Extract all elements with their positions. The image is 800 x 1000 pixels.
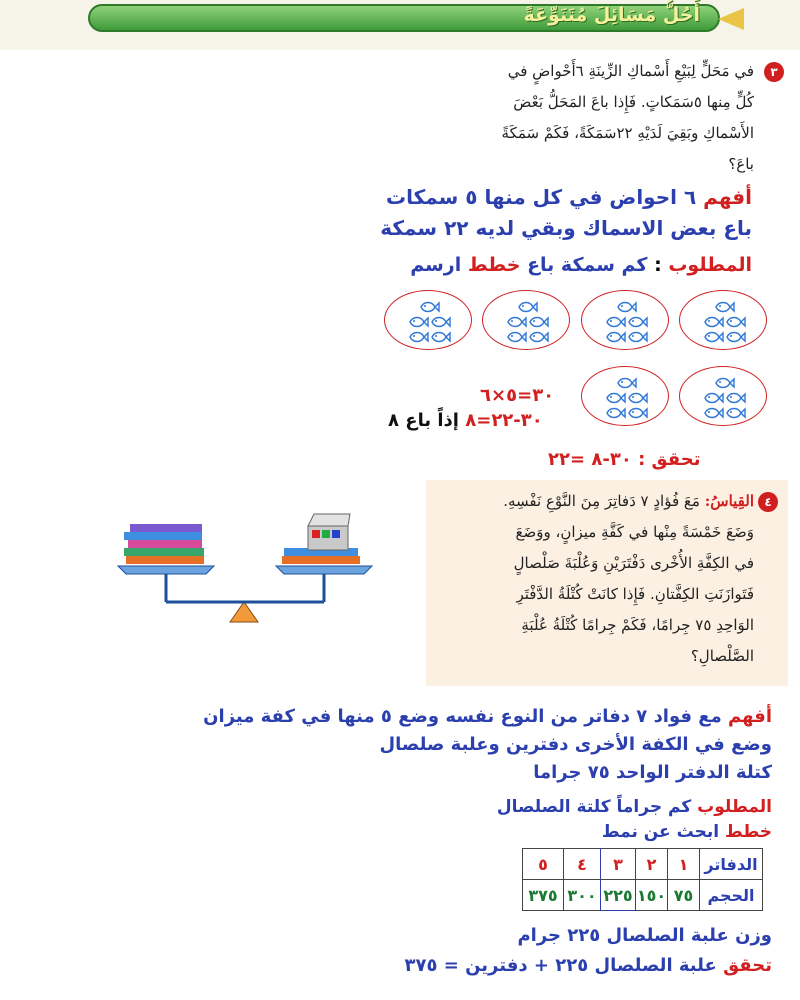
q3-line: في مَحَلٍّ لِبَيْعِ أَسْماكِ الزِّينَةِ ٦أَحْواضٍ في [507, 62, 754, 80]
q3-plan-text: ارسم [410, 254, 462, 276]
q4-required-text: كم جراماً كلتة الصلصال [496, 797, 692, 817]
q3-check [548, 449, 700, 470]
fish-group [694, 375, 754, 421]
pattern-table [522, 848, 763, 911]
question-3-text [464, 56, 754, 180]
table-row-header: الدفاتر [700, 849, 763, 880]
fish-icon [516, 299, 538, 313]
table-cell: ٣٠٠ [564, 880, 601, 911]
q4-line: مَعَ فُؤادٍ ٧ دَفاتِرَ مِنَ النَّوْعِ نَفْسِهِ. [503, 492, 700, 510]
table-cell: ٢ [636, 849, 668, 880]
q4-line-1 [434, 486, 754, 517]
q3-understand-text-2: باع بعض الاسماك وبقي لديه ٢٢ سمكة [380, 216, 752, 240]
fish-icon [615, 375, 637, 389]
fish-icon [407, 314, 429, 328]
fish-icon [713, 299, 735, 313]
fish-icon [429, 329, 451, 343]
fish-icon [418, 299, 440, 313]
fish-icon [407, 329, 429, 343]
q4-line: وَضَعَ خَمْسَةً مِنْها في كَفَّةِ ميزانٍ، ووَضَعَ [515, 523, 754, 541]
q4-plan [602, 822, 772, 842]
q3-check-label: تحقق : [638, 449, 701, 470]
fish-icon [702, 390, 724, 404]
q4-check-label: تحقق [723, 955, 772, 976]
q4-understand-text-2: وضع في الكفة الأخرى دفترين وعلبة صلصال [379, 734, 772, 755]
fish-tank [581, 290, 669, 350]
clay-box-icon [282, 514, 360, 564]
fish-icon [713, 375, 735, 389]
q4-understand-text-1: مع فواد ٧ دفاتر من النوع نفسه وضع ٥ منها في كفة ميزان [203, 706, 722, 727]
q4-plan-label: خطط [724, 822, 772, 842]
table-cell: ١ [668, 849, 700, 880]
q3-line: باعَ؟ [728, 155, 754, 173]
fish-icon [702, 329, 724, 343]
q3-understand [386, 185, 752, 209]
q4-check [405, 955, 772, 976]
question-3-badge: ٣ [764, 62, 784, 82]
q3-understand-text-1: ٦ احواض في كل منها ٥ سمكات [386, 185, 697, 209]
fish-icon [724, 390, 746, 404]
q4-line: الصَّلْصالِ؟ [690, 647, 754, 665]
fish-icon [702, 405, 724, 419]
table-row [523, 880, 763, 911]
fish-icon [505, 329, 527, 343]
q4-understand-label: أفهم [728, 706, 772, 727]
fish-icon [604, 405, 626, 419]
fish-icon [702, 314, 724, 328]
q4-understand-text-3: كتلة الدفتر الواحد ٧٥ جراما [533, 762, 772, 783]
fish-icon [626, 314, 648, 328]
page-title: أَحُلُّ مَسَائِلَ مُتَنَوِّعَةً [523, 4, 700, 26]
table-cell: ٣ [601, 849, 636, 880]
fish-icon [604, 329, 626, 343]
q3-required-text: كم سمكة باع [527, 254, 648, 276]
fish-icon [505, 314, 527, 328]
q4-result: وزن علبة الصلصال ٢٢٥ جرام [517, 925, 772, 946]
q3-calc-2-red: ٣٠-٢٢=٨ [465, 410, 543, 431]
fish-tank [581, 366, 669, 426]
fish-icon [724, 314, 746, 328]
q3-line: كُلٍّ مِنها ٥سَمَكاتٍ. فَإِذا باعَ المَحَلُّ بَعْضَ [513, 93, 754, 111]
table-row [523, 849, 763, 880]
fish-icon [604, 314, 626, 328]
question-4-badge: ٤ [758, 492, 778, 512]
fish-group [596, 375, 656, 421]
q4-understand [203, 706, 772, 727]
q4-line: في الكِفَّةِ الأُخْرى دَفْتَرَيْنِ وَعُلْبَةَ صَلْصالٍ [513, 554, 754, 572]
q4-line: الوَاحِدِ ٧٥ جِرامًا، فَكَمْ جِرامًا كُتْلَةُ عُلْبَةِ [521, 616, 754, 634]
q3-required [410, 254, 752, 276]
fish-icon [724, 329, 746, 343]
table-cell: ٧٥ [668, 880, 700, 911]
fish-icon [429, 314, 451, 328]
q4-required [497, 797, 772, 817]
books-icon [124, 524, 204, 564]
q3-line: الأَسْماكِ وبَقِيَ لَدَيْهِ ٢٢سَمَكَةً، فَكَمْ سَمَكَةً [501, 124, 754, 142]
q4-heading: القِياسُ: [704, 492, 754, 510]
balance-scale-icon [108, 510, 384, 626]
fish-icon [626, 390, 648, 404]
fish-tank [679, 290, 767, 350]
q4-line: فَتَوازَنَتِ الكِفَّتانِ. فَإِذا كانَتْ كُتْلَةُ الدَّفْتَرِ [516, 585, 754, 603]
table-cell: ٣٧٥ [523, 880, 564, 911]
fish-tank [482, 290, 570, 350]
q3-check-text: ٣٠-٨ =٢٢ [548, 449, 632, 470]
table-cell: ٢٢٥ [601, 880, 636, 911]
table-cell: ٥ [523, 849, 564, 880]
fish-group [694, 299, 754, 345]
q3-calc-2 [388, 410, 543, 431]
table-row-header: الحجم [700, 880, 763, 911]
q3-required-label: المطلوب [668, 254, 752, 276]
fish-icon [626, 405, 648, 419]
fish-icon [615, 299, 637, 313]
fish-group [399, 299, 459, 345]
fish-tank [384, 290, 472, 350]
fish-group [497, 299, 557, 345]
q4-plan-text: ابحث عن نمط [601, 822, 720, 842]
q4-check-text: علبة الصلصال ٢٢٥ + دفترين = ٣٧٥ [404, 955, 717, 976]
q3-calc-2-black: إذاً باع ٨ [388, 410, 459, 431]
q4-required-label: المطلوب [697, 797, 772, 817]
fish-icon [626, 329, 648, 343]
fish-icon [527, 314, 549, 328]
q3-calc-1: ٣٠=٥×٦ [480, 385, 555, 406]
fish-group [596, 299, 656, 345]
q3-understand-label: أفهم [703, 185, 752, 209]
fish-icon [527, 329, 549, 343]
fish-icon [604, 390, 626, 404]
table-cell: ١٥٠ [636, 880, 668, 911]
table-cell: ٤ [564, 849, 601, 880]
question-4-text [434, 486, 754, 672]
fish-icon [724, 405, 746, 419]
q3-plan-label: خطط [467, 254, 521, 276]
header-arrow-icon [718, 8, 744, 30]
q3-required-sep: : [654, 254, 662, 276]
fish-tank [679, 366, 767, 426]
